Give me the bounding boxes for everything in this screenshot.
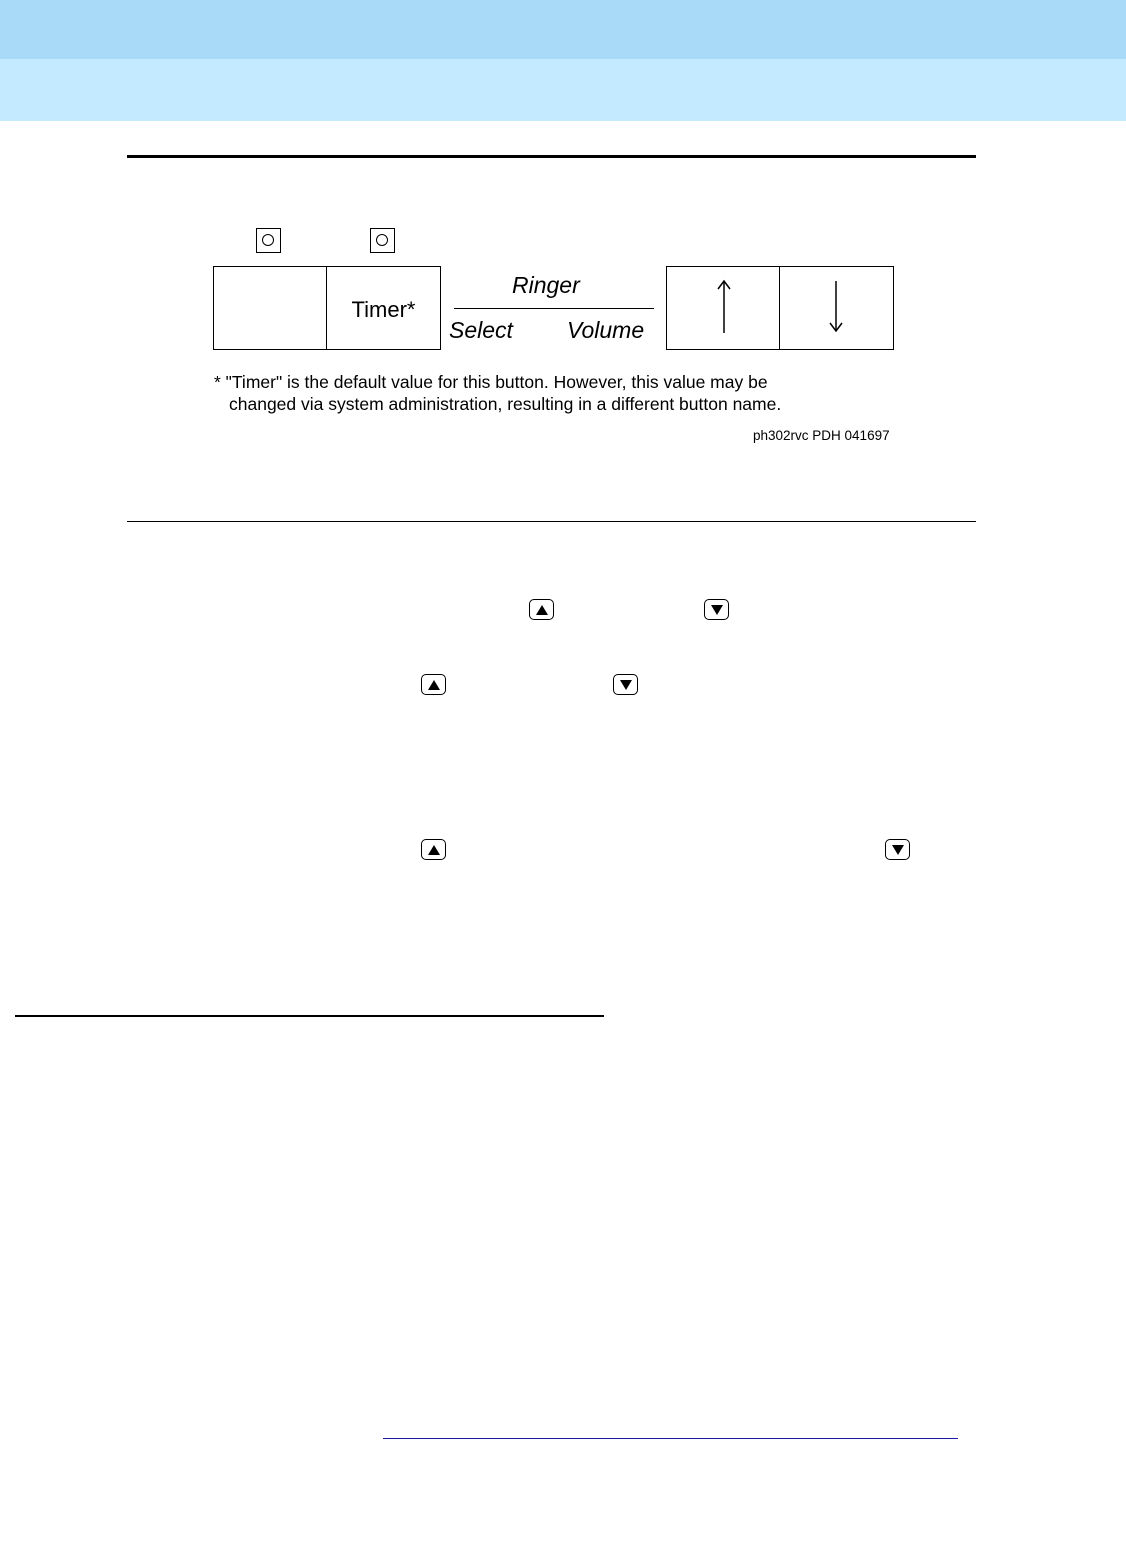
up-arrow-icon (715, 279, 733, 335)
led-indicator-icon (256, 228, 281, 253)
timer-button-label: Timer* (351, 297, 416, 322)
header-band-top (0, 0, 1126, 59)
footnote-line-1: * "Timer" is the default value for this button. However, this value may be (214, 372, 768, 392)
ringer-label: Ringer (512, 272, 580, 298)
top-rule (127, 155, 976, 158)
volume-up-button (666, 266, 781, 350)
footnote (214, 371, 781, 415)
select-label: Select (449, 317, 513, 343)
section-rule (127, 521, 976, 522)
down-key-icon (885, 839, 910, 860)
blank-button (213, 266, 328, 350)
timer-button (326, 266, 441, 350)
led-indicator-icon (370, 228, 395, 253)
up-key-icon (421, 674, 446, 695)
down-arrow-icon (827, 279, 845, 335)
up-key-icon (529, 599, 554, 620)
volume-label: Volume (567, 317, 645, 343)
ringer-divider (454, 308, 654, 309)
down-key-icon (613, 674, 638, 695)
figure-code: ph302rvc PDH 041697 (753, 428, 890, 443)
volume-down-button (779, 266, 894, 350)
header-band-bottom (0, 59, 1126, 121)
up-key-icon (421, 839, 446, 860)
section-end-rule (15, 1015, 604, 1017)
down-key-icon (704, 599, 729, 620)
link-underline[interactable] (383, 1438, 958, 1439)
footnote-line-2: changed via system administration, resulting in a different button name. (229, 394, 782, 414)
